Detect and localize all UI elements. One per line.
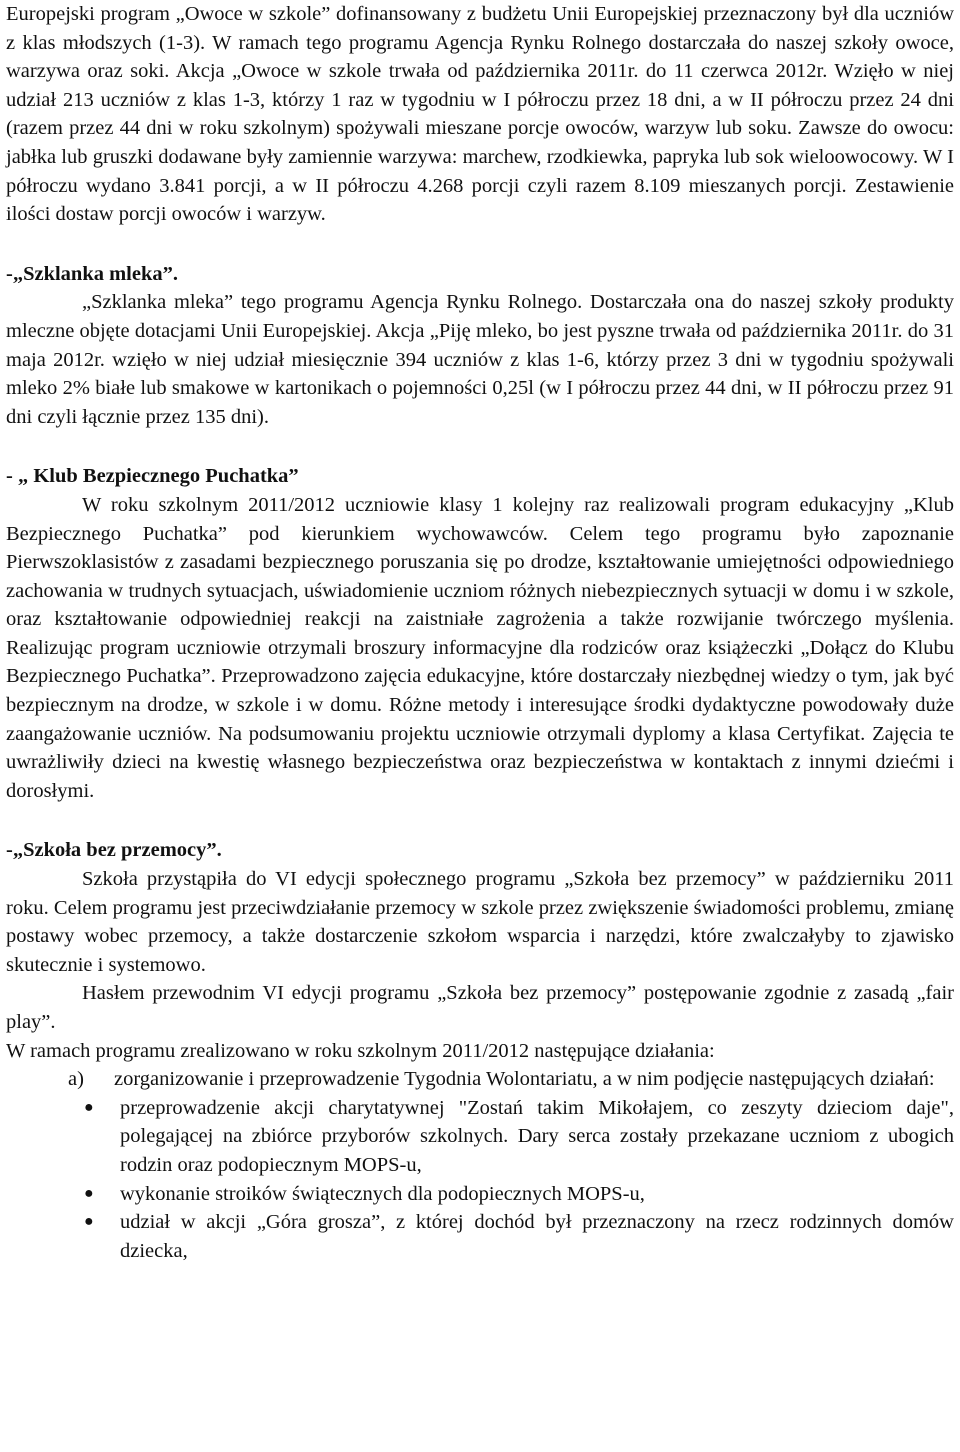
heading-szklanka-mleka: -„Szklanka mleka”. [6,262,178,285]
paragraph-szkola-intro: Szkoła przystąpiła do VI edycji społecznego programu „Szkoła bez przemocy” w październiku 2011 roku. Celem programu jest przeciwdziałanie przemocy w szkole przez zwiększenie świadomości problemu, zmianę postawy wobec przemocy, a także dostarczenie szkołom wsparcia i narzędzi, które zwalczałyby to zjawisko skutecznie i systemowo. [6,868,954,976]
list-item-text: przeprowadzenie akcji charytatywnej "Zostań takim Mikołajem, co zeszyty dzieciom daje", polegającej na zbiórce przyborów szkolnych. Dary serca zostały przekazane uczniom z ubogich rodzin oraz podopiecznym MOPS-u, [120,1096,954,1176]
paragraph-szkola-haslo: Hasłem przewodnim VI edycji programu „Szkoła bez przemocy” postępowanie zgodnie z zasadą „fair play”. [6,982,954,1033]
list-item-a [68,1065,954,1094]
list-item [84,1208,954,1265]
heading-klub-puchatka: - „ Klub Bezpiecznego Puchatka” [6,465,299,488]
spacer [6,805,954,836]
bullet-list [6,1094,954,1266]
paragraph-szkola-dzialania: W ramach programu zrealizowano w roku szkolnym 2011/2012 następujące działania: [6,1039,715,1062]
heading-szkola-bez-przemocy: -„Szkoła bez przemocy”. [6,839,222,862]
list-marker: a) [68,1068,84,1091]
spacer [6,229,954,260]
spacer [6,431,954,462]
paragraph-owoce: Europejski program „Owoce w szkole” dofinansowany z budżetu Unii Europejskiej przeznaczony był dla uczniów z klas młodszych (1-3). W ramach tego programu Agencja Rynku Rolnego dostarczała do naszej szkoły owoce, warzywa oraz soki. Akcja „Owoce w szkole trwała od października 2011r. do 11 czerwca 2012r. Wzięło w niej udział 213 uczniów z klas 1-3, którzy 1 raz w tygodniu w I półroczu przez 18 dni, a w II półroczu przez 24 dni (razem przez 44 dni w roku szkolnym) spożywali mieszane porcje owoców, warzyw lub soku. Zawsze do owocu: jabłka lub gruszki dodawane były zamiennie warzywa: marchew, rzodkiewka, papryka lub sok wieloowocowy. W I półroczu wydano 3.841 porcji, a w II półroczu 4.268 porcji czyli razem 8.109 mieszanych porcji. Zestawienie ilości dostaw porcji owoców i warzyw. [6,3,954,226]
list-item [84,1180,954,1209]
bullet-icon: ● [84,1098,94,1116]
list-item [84,1094,954,1180]
paragraph-klub-puchatka: W roku szkolnym 2011/2012 uczniowie klasy 1 kolejny raz realizowali program edukacyjny „Klub Bezpiecznego Puchatka” pod kierunkiem wychowawców. Celem tego programu było zapoznanie Pierwszoklasistów z zasadami bezpiecznego poruszania się po drodze, kształtowanie umiejętności odpowiedniego zachowania w trudnych sytuacjach, uświadomienie uczniom różnych niebezpiecznych sytuacji w domu i w szkole, oraz kształtowanie odpowiedniej reakcji na zaistniałe zagrożenia a także rozwijanie twórczego myślenia. Realizując program uczniowie otrzymali broszury informacyjne dla rodziców oraz książeczki „Dołącz do Klubu Bezpiecznego Puchatka”. Przeprowadzono zajęcia edukacyjne, które dostarczały niezbędnej wiedzy o tym, jak być bezpiecznym na drodze, w szkole i w domu. Różne metody i interesujące środki dydaktyczne powodowały duże zaangażowanie uczniów. Na podsumowaniu projektu uczniowie otrzymali dyplomy a klasa Certyfikat. Zajęcia te uwrażliwiły dzieci na kwestię własnego bezpieczeństwa oraz bezpieczeństwa w kontaktach z innymi dziećmi i dorosłymi. [6,493,954,802]
list-item-text: zorganizowanie i przeprowadzenie Tygodnia Wolontariatu, a w nim podjęcie następujących działań: [114,1068,935,1091]
list-item-text: wykonanie stroików świątecznych dla podopiecznych MOPS-u, [120,1182,645,1205]
bullet-icon: ● [84,1184,94,1202]
bullet-icon: ● [84,1213,94,1231]
list-item-text: udział w akcji „Góra grosza”, z której dochód był przeznaczony na rzecz rodzinnych domów dziecka, [120,1211,954,1262]
paragraph-szklanka-mleka: „Szklanka mleka” tego programu Agencja Rynku Rolnego. Dostarczała ona do naszej szkoły produkty mleczne objęte dotacjami Unii Europejskiej. Akcja „Piję mleko, bo jest pyszne trwała od października 2011r. do 31 maja 2012r. wzięło w niej udział miesięcznie 394 uczniów z klas 1-6, którzy przez 3 dni w tygodniu spożywali mleko 2% białe lub smakowe w kartonikach o pojemności 0,25l (w I półroczu przez 44 dni, w II półroczu przez 91 dni czyli łącznie przez 135 dni). [6,291,954,428]
